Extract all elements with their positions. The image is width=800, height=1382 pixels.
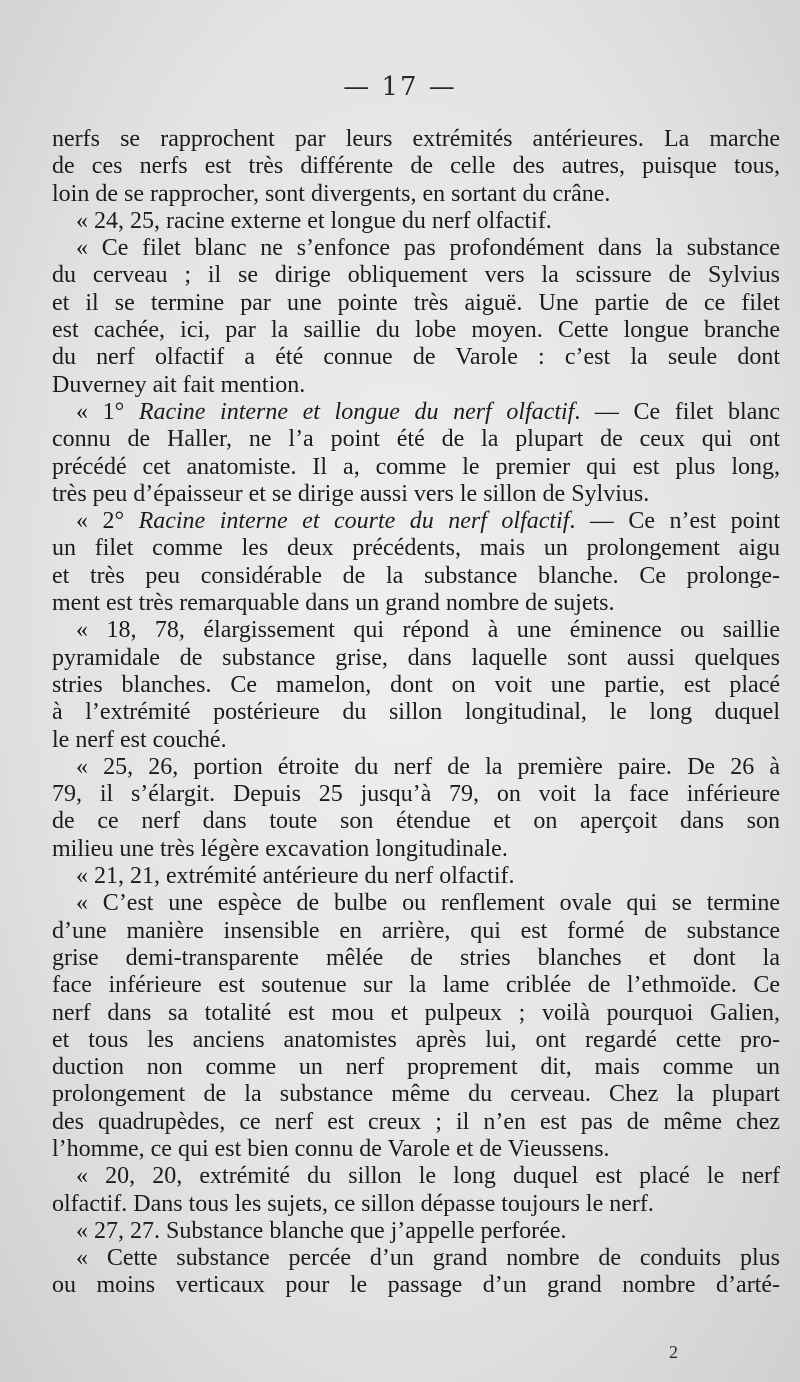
text-line: précédé cet anatomiste. Il a, comme le premier qui est plus long, (52, 453, 780, 480)
text-line: de ce nerf dans toute son étendue et on aperçoit dans son (52, 808, 780, 835)
text-line: « Ce filet blanc ne s’enfonce pas profondément dans la substance (76, 235, 780, 262)
text-line: « 20, 20, extrémité du sillon le long duquel est placé le nerf (76, 1163, 780, 1190)
text-line: nerfs se rapprochent par leurs extrémités antérieures. La marche (52, 126, 780, 152)
text-line: des quadrupèdes, ce nerf est creux ; il n’en est pas de même chez (52, 1108, 780, 1135)
page-number: — 17 — (343, 72, 457, 102)
text-line: et il se termine par une pointe très aiguë. Une partie de ce filet (52, 289, 780, 316)
text-line: stries blanches. Ce mamelon, dont on voit une partie, est placé (52, 671, 780, 698)
text-line: « 25, 26, portion étroite du nerf de la première paire. De 26 à (76, 753, 780, 780)
text-line: pyramidale de substance grise, dans laquelle sont aussi quelques (52, 644, 780, 671)
text-line: loin de se rapprocher, sont divergents, en sortant du crâne. (52, 180, 611, 207)
italic-heading: Racine interne et courte du nerf olfactif (138, 508, 570, 535)
text-line: l’homme, ce qui est bien connu de Varole et de Vieussens. (52, 1135, 610, 1162)
text-line: à l’extrémité postérieure du sillon longitudinal, le long duquel (52, 699, 780, 726)
text-line: « Cette substance percée d’un grand nombre de conduits plus (76, 1245, 780, 1272)
text-line: ou moins verticaux pour le passage d’un grand nombre d’arté- (52, 1272, 780, 1299)
text-line: et tous les anciens anatomistes après lui, ont regardé cette pro- (52, 1026, 780, 1053)
text-line: face inférieure est soutenue sur la lame criblée de l’ethmoïde. Ce (52, 972, 780, 999)
text-line: grise demi-transparente mêlée de stries blanches et dont la (52, 944, 780, 971)
text-line: duction non comme un nerf proprement dit, mais comme un (52, 1054, 780, 1081)
text-line: est cachée, ici, par la saillie du lobe moyen. Cette longue branche (52, 317, 780, 344)
text-line: un filet comme les deux précédents, mais un prolongement aigu (52, 535, 780, 562)
text-line: olfactif. Dans tous les sujets, ce sillon dépasse toujours le nerf. (52, 1190, 654, 1217)
text-line: « 18, 78, élargissement qui répond à une éminence ou saillie (76, 617, 780, 644)
text-line: « C’est une espèce de bulbe ou renflement ovale qui se termine (76, 890, 780, 917)
text-line: de ces nerfs est très différente de celle des autres, puisque tous, (52, 153, 780, 180)
text-line: « 2° Racine interne et courte du nerf olfactif. — Ce n’est point (76, 508, 780, 535)
text-line: « 24, 25, racine externe et longue du nerf olfactif. (76, 207, 552, 234)
text-line: 79, il s’élargit. Depuis 25 jusqu’à 79, on voit la face inférieure (52, 781, 780, 808)
body-text (52, 126, 780, 1300)
text-line: milieu une très légère excavation longitudinale. (52, 835, 508, 862)
text-line: du nerf olfactif a été connue de Varole : c’est la seule dont (52, 344, 780, 371)
signature-mark: 2 (669, 1342, 678, 1362)
text-line: Duverney ait fait mention. (52, 371, 306, 398)
text-line: prolongement de la substance même du cerveau. Chez la plupart (52, 1081, 780, 1108)
text-line: connu de Haller, ne l’a point été de la plupart de ceux qui ont (52, 426, 780, 453)
text-line: d’une manière insensible en arrière, qui est formé de substance (52, 917, 780, 944)
text-line: « 27, 27. Substance blanche que j’appelle perforée. (76, 1217, 567, 1244)
text-line: « 1° Racine interne et longue du nerf olfactif. — Ce filet blanc (76, 398, 781, 425)
text-line: très peu d’épaisseur et se dirige aussi vers le sillon de Sylvius. (52, 480, 650, 507)
text-line: nerf dans sa totalité est mou et pulpeux ; voilà pourquoi Galien, (52, 999, 780, 1026)
italic-heading: Racine interne et longue du nerf olfactif (138, 398, 575, 425)
text-line: « 21, 21, extrémité antérieure du nerf olfactif. (76, 863, 515, 890)
text-line: le nerf est couché. (52, 726, 227, 753)
text-line: ment est très remarquable dans un grand nombre de sujets. (52, 590, 615, 617)
text-line: du cerveau ; il se dirige obliquement vers la scissure de Sylvius (52, 262, 780, 289)
text-line: et très peu considérable de la substance blanche. Ce prolonge- (52, 562, 780, 589)
